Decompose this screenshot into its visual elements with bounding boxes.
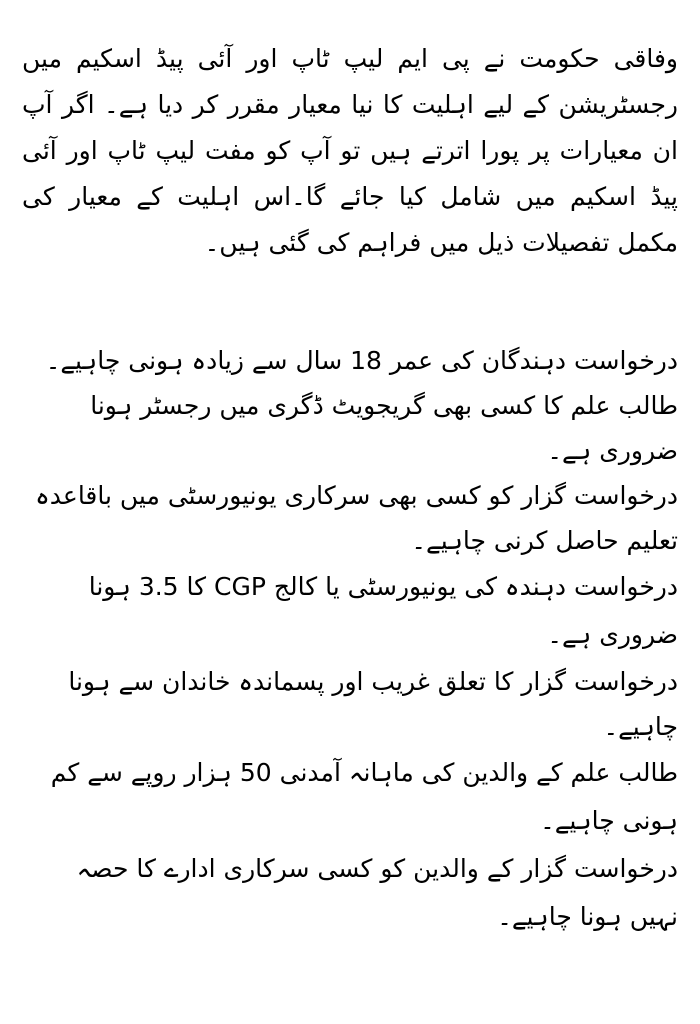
criterion-parent-government: درخواست گزار کے والدین کو کسی سرکاری ادارے کا حصہ نہیں ہونا چاہیے۔	[76, 854, 678, 931]
eligibility-criteria-list	[22, 338, 678, 941]
criterion-public-university: درخواست گزار کو کسی بھی سرکاری یونیورسٹی میں باقاعدہ تعلیم حاصل کرنی چاہیے۔	[35, 481, 678, 555]
criterion-parent-income: طالب علم کے والدین کی ماہانہ آمدنی 50 ہزار روپے سے کم ہونی چاہیے۔	[50, 758, 678, 835]
criterion-age: درخواست دہندگان کی عمر 18 سال سے زیادہ ہونی چاہیے۔	[45, 346, 678, 375]
intro-paragraph: وفاقی حکومت نے پی ایم لیپ ٹاپ اور آئی پیڈ اسکیم میں رجسٹریشن کے لیے اہلیت کا نیا معیار مقرر کر دیا ہے۔ اگر آپ ان معیارات پر پورا اترتے ہیں تو آپ کو مفت لیپ ٹاپ اور آئی پیڈ اسکیم میں شامل کیا جائے گا۔اس اہلیت کے معیار کی مکمل تفصیلات ذیل میں فراہم کی گئی ہیں۔	[22, 44, 678, 257]
criterion-cgpa: درخواست دہندہ کی یونیورسٹی یا کالج CGP کا 3.5 ہونا ضروری ہے۔	[88, 572, 678, 649]
criterion-graduate-degree: طالب علم کا کسی بھی گریجویٹ ڈگری میں رجسٹر ہونا ضروری ہے۔	[90, 391, 678, 465]
criterion-family-background: درخواست گزار کا تعلق غریب اور پسماندہ خاندان سے ہونا چاہیے۔	[68, 667, 678, 741]
